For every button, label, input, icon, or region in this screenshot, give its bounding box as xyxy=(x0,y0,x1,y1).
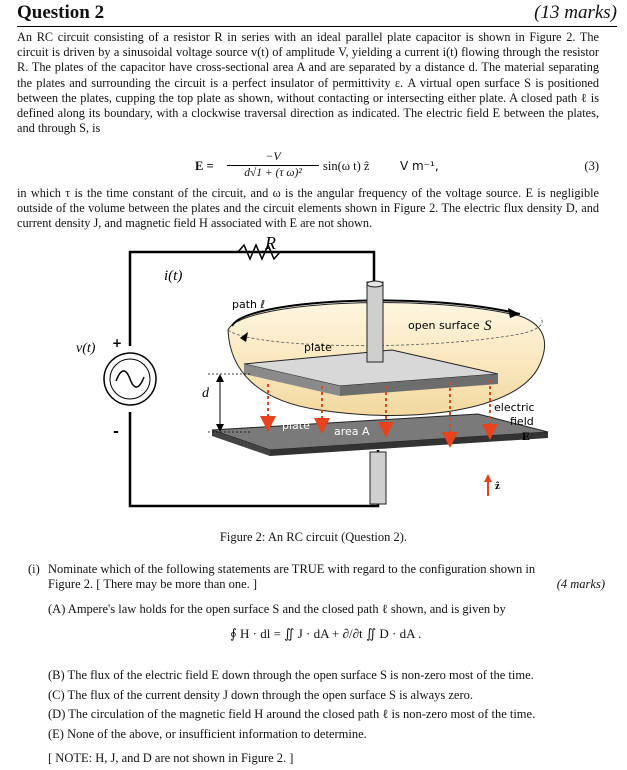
question-title: Question 2 xyxy=(17,2,105,23)
equation-3 xyxy=(17,150,599,188)
second-paragraph: in which τ is the time constant of the circuit, and ω is the angular frequency of the voltage source. E is negligible outside of the volume between the plates and the circuit elements shown in Figure 2. The electric flux density D, and current density J, and magnetic field H associated with E are not shown. xyxy=(17,186,599,231)
current-label: i(t) xyxy=(164,268,183,284)
path-label: path ℓ xyxy=(232,298,266,311)
gap-arrow-up xyxy=(216,374,224,382)
option-c: (C) The flux of the current density J down through the open surface S is always zero. xyxy=(48,688,474,702)
source-plus: + xyxy=(112,336,123,350)
intro-paragraph: An RC circuit consisting of a resistor R in series with an ideal parallel plate capacitor is shown in Figure 2. The circuit is driven by a sinusoidal voltage source v(t) of amplitude V, yielding a current i(t) flowing through the resistor R. The plates of the capacitor have cross-sectional area A and are separated by a distance d. The material separating the plates and surrounding the circuit is a perfect insulator of permittivity ε. A virtual open surface S is positioned between the plates, cupping the top plate as shown, without contacting or intersecting either plate. A closed path ℓ is defined along its boundary, with a clockwise traversal direction as indicated. The electric field E between the plates, and through S, is xyxy=(17,30,599,136)
eq-lhs: E = xyxy=(195,159,214,173)
figure-2 xyxy=(0,234,627,530)
surface-label: open surface xyxy=(408,319,480,332)
field-label-3: E xyxy=(522,429,531,443)
option-d: (D) The circulation of the magnetic field H around the closed path ℓ is non-zero most of the time. xyxy=(48,707,536,721)
bottom-plate-label: plate xyxy=(282,419,310,432)
part-i-number: (i) xyxy=(28,562,40,576)
z-axis-arrowhead xyxy=(484,474,492,482)
option-b: (B) The flux of the electric field E down through the open surface S is non-zero most of the time. xyxy=(48,668,534,682)
z-axis-label: ẑ xyxy=(495,480,500,492)
resistor-label: R xyxy=(265,234,276,253)
header-rule xyxy=(17,26,617,27)
top-terminal xyxy=(367,282,383,362)
bottom-terminal xyxy=(370,452,386,504)
gap-label: d xyxy=(202,386,209,401)
source-label: v(t) xyxy=(76,341,96,356)
option-a-equation: ∮ H · dl = ∬ J · dA + ∂/∂t ∬ D · dA . xyxy=(230,626,422,641)
part-i-marks: (4 marks) xyxy=(556,577,605,591)
question-header xyxy=(17,0,617,28)
source-minus: - xyxy=(113,424,119,440)
field-label-2: field xyxy=(510,415,534,428)
eq-units: V m⁻¹, xyxy=(400,159,439,173)
field-label-1: electric xyxy=(494,401,535,414)
note: [ NOTE: H, J, and D are not shown in Figure 2. ] xyxy=(48,751,294,765)
top-plate-label: plate xyxy=(304,341,332,354)
eq-sine: sin(ω t) ẑ xyxy=(323,159,370,173)
top-terminal-cap xyxy=(367,281,383,287)
eq-fraction-bar xyxy=(227,165,319,166)
area-label: area A xyxy=(334,425,370,438)
question-marks: (13 marks) xyxy=(534,2,617,23)
surface-symbol: S xyxy=(484,318,492,334)
eq-denominator: d√1 + (τ ω)² xyxy=(244,167,302,179)
part-i-text-1: Nominate which of the following statements are TRUE with regard to the configuration shown in xyxy=(48,562,536,576)
option-e: (E) None of the above, or insufficient information to determine. xyxy=(48,727,367,741)
option-a: (A) Ampere's law holds for the open surface S and the closed path ℓ shown, and is given by xyxy=(48,602,506,616)
eq-number: (3) xyxy=(584,159,599,173)
figure-caption: Figure 2: An RC circuit (Question 2). xyxy=(219,530,408,544)
part-i-text-2: Figure 2. [ There may be more than one. ] xyxy=(48,577,258,591)
eq-numerator: −V xyxy=(265,149,281,163)
circuit-diagram xyxy=(0,234,627,530)
